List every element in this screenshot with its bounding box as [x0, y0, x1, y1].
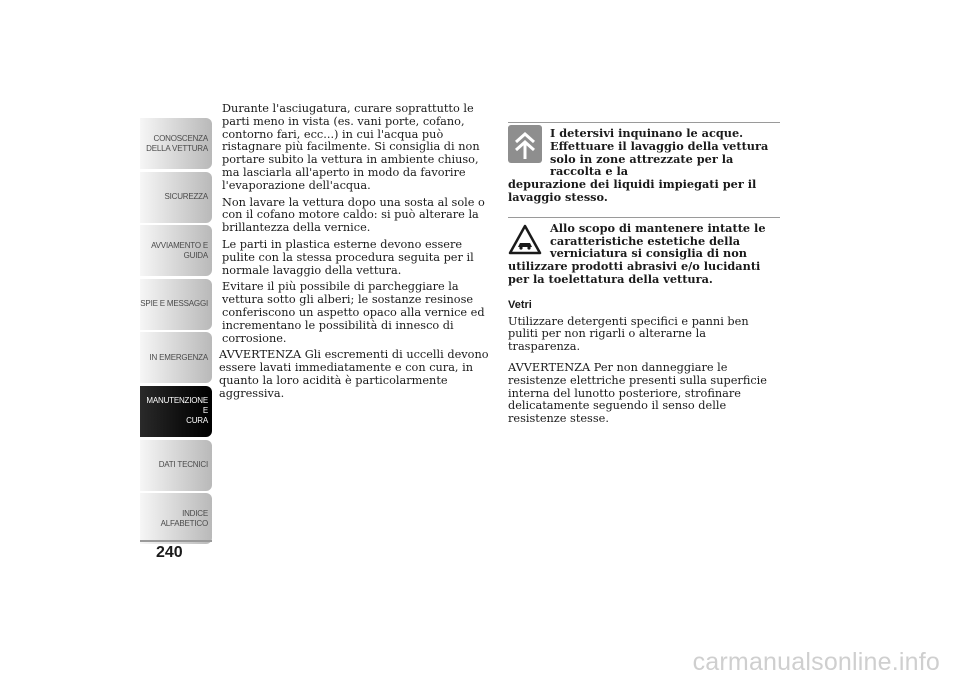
tab-label-line2: GUIDA: [183, 250, 208, 260]
tab-spie-e-messaggi[interactable]: [140, 279, 212, 330]
paragraph: Utilizzare detergenti specifici e panni ben puliti per non rigarli o alterarne la trasparenza.: [508, 314, 749, 354]
paragraph: Evitare il più possibile di parcheggiare la vettura sotto gli alberi; le sostanze resinose conferiscono un aspetto opaco alla vernice ed incrementano le possibilità di innesco di corrosione.: [222, 280, 485, 345]
tab-dati-tecnici[interactable]: [140, 440, 212, 491]
tab-label-line2: DELLA VETTURA: [146, 143, 208, 153]
tab-label-line1: SPIE E MESSAGGI: [140, 299, 208, 309]
section-title: Vetri: [508, 298, 532, 311]
paragraph-warning: AVVERTENZA Gli escrementi di uccelli devono essere lavati immediatamente e con cura, in quanto la loro acidità è particolarmente aggressiva.: [219, 348, 489, 400]
tab-manutenzione-e-cura[interactable]: [140, 386, 212, 437]
paragraph: Durante l'asciugatura, curare soprattutto le parti meno in vista (es. vani porte, cofano, contorno fari, ecc...) in cui l'acqua può ristagnare più facilmente. Si consiglia di non portare subito la vettura in ambiente chiuso, ma lasciarla all'aperto in modo da favorire l'evaporazione dell'acqua.: [222, 102, 480, 192]
notice-text-start: Allo scopo di mantenere intatte le caratteristiche estetiche della verniciatura si consiglia di non: [550, 220, 766, 261]
tab-label-line2: ALFABETICO: [160, 518, 208, 528]
tab-sicurezza[interactable]: [140, 172, 212, 223]
tab-label-line1: CONOSCENZA: [153, 133, 208, 143]
tab-avviamento-e-guida[interactable]: [140, 225, 212, 276]
paragraph-warning: AVVERTENZA Per non danneggiare le resistenze elettriche presenti sulla superficie interna del lunotto posteriore, strofinare delicatamente seguendo il senso delle resistenze stesse.: [508, 360, 767, 426]
chapter-sidebar: [140, 118, 212, 547]
tab-in-emergenza[interactable]: [140, 332, 212, 383]
notice-text-start: I detersivi inquinano le acque. Effettuare il lavaggio della vettura solo in zone attrezzate per la raccolta e la: [550, 126, 769, 179]
paragraph: Non lavare la vettura dopo una sosta al sole o con il cofano motore caldo: si può alterare la brillantezza della vernice.: [222, 195, 485, 235]
tab-conoscenza-della-vettura[interactable]: [140, 118, 212, 169]
paragraph: Le parti in plastica esterne devono essere pulite con la stessa procedura seguita per il normale lavaggio della vettura.: [222, 237, 474, 277]
tab-label-line1: IN EMERGENZA: [149, 352, 208, 362]
tab-label-line1: AVVIAMENTO E: [151, 240, 208, 250]
notice-text-rest: depurazione dei liquidi impiegati per il lavaggio stesso.: [508, 177, 757, 204]
page-number-divider: [140, 540, 212, 542]
paint-care-notice: [508, 217, 780, 286]
warning-triangle-icon: [508, 220, 542, 258]
tab-label-line1: MANUTENZIONE E: [146, 396, 208, 416]
tab-label-line1: INDICE: [182, 508, 208, 518]
left-column: [219, 103, 497, 405]
environment-notice: [508, 122, 780, 204]
tab-label-line1: DATI TECNICI: [158, 460, 208, 470]
notice-text-rest: utilizzare prodotti abrasivi e/o lucidanti per la toelettatura della vettura.: [508, 259, 761, 286]
tab-label-line2: CURA: [186, 416, 208, 426]
tab-indice-alfabetico[interactable]: [140, 493, 212, 544]
environment-icon: [508, 125, 542, 163]
tab-label-line1: SICUREZZA: [164, 192, 208, 202]
page-number: 240: [156, 544, 183, 561]
watermark: carmanualsonline.info: [692, 648, 940, 676]
right-column: [508, 122, 780, 430]
